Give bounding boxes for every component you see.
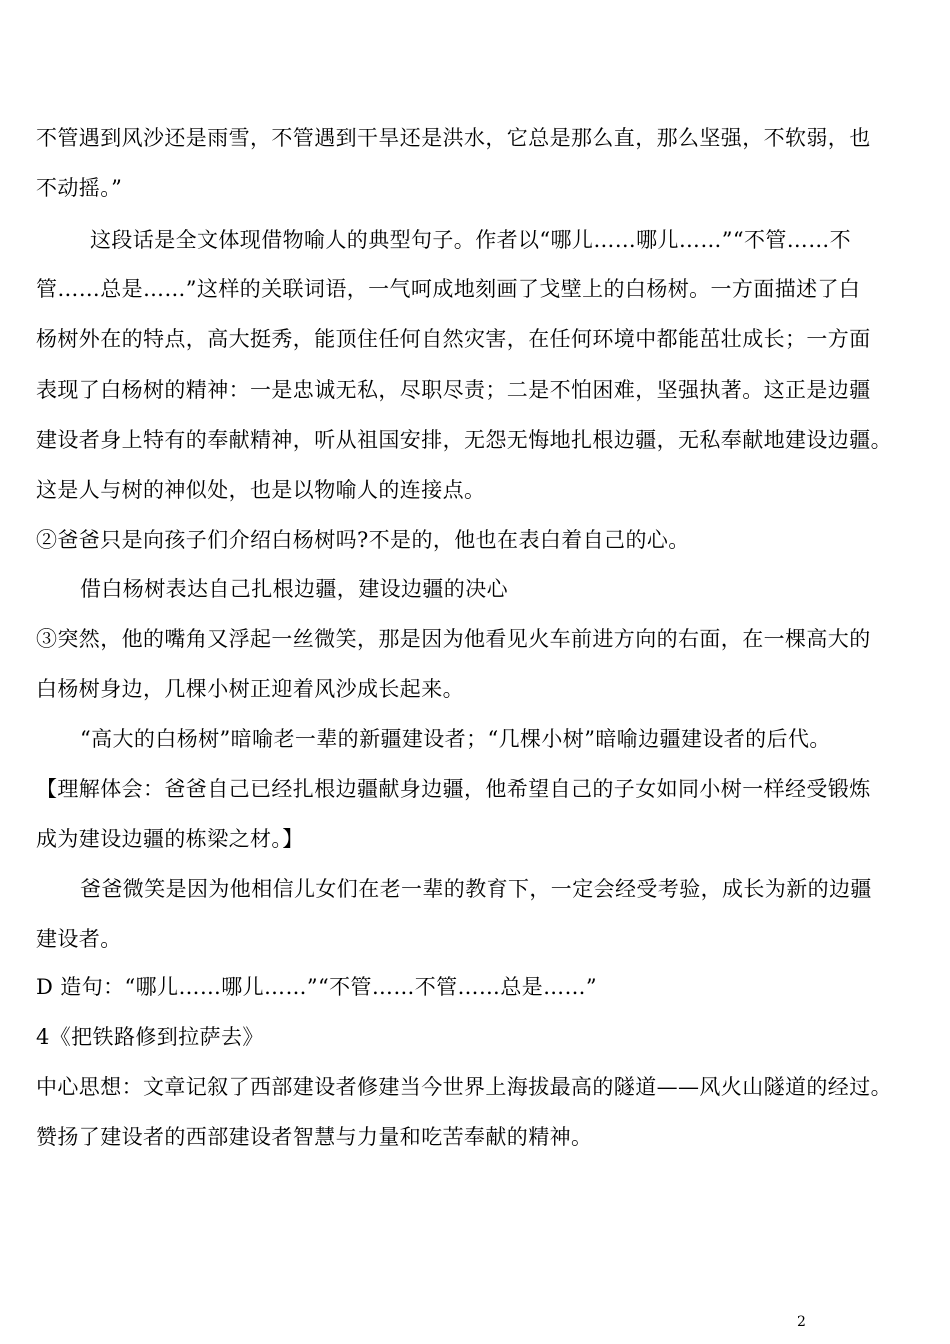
text-line-20: 中心思想：文章记叙了西部建设者修建当今世界上海拔最高的隧道——风火山隧道的经过。 [36, 1075, 892, 1099]
text-line-1: 不管遇到风沙还是雨雪，不管遇到干旱还是洪水，它总是那么直，那么坚强，不软弱，也 [36, 126, 871, 150]
text-line-18: D 造句：“哪儿……哪儿……”“不管……不管……总是……” [36, 975, 598, 999]
text-line-16: 爸爸微笑是因为他相信儿女们在老一辈的教育下，一定会经受考验，成长为新的边疆 [80, 877, 872, 901]
text-line-11: ③突然，他的嘴角又浮起一丝微笑，那是因为他看见火车前进方向的右面，在一棵高大的 [36, 627, 871, 651]
text-line-12: 白杨树身边，几棵小树正迎着风沙成长起来。 [36, 677, 464, 701]
text-line-4: 管……总是……”这样的关联词语，一气呵成地刻画了戈壁上的白杨树。一方面描述了白 [36, 277, 861, 301]
text-line-19: 4《把铁路修到拉萨去》 [36, 1025, 264, 1049]
text-line-2: 不动摇。” [36, 176, 123, 200]
text-line-8: 这是人与树的神似处，也是以物喻人的连接点。 [36, 478, 486, 502]
text-line-9: ②爸爸只是向孩子们介绍白杨树吗?不是的，他也在表白着自己的心。 [36, 528, 690, 552]
text-line-21: 赞扬了建设者的西部建设者智慧与力量和吃苦奉献的精神。 [36, 1125, 593, 1149]
text-line-10: 借白杨树表达自己扎根边疆，建设边疆的决心 [80, 577, 508, 601]
text-line-7: 建设者身上特有的奉献精神，听从祖国安排，无怨无悔地扎根边疆，无私奉献地建设边疆。 [36, 428, 892, 452]
text-line-6: 表现了白杨树的精神：一是忠诚无私，尽职尽责；二是不怕困难，坚强执著。这正是边疆 [36, 378, 871, 402]
text-line-13: “高大的白杨树”暗喻老一辈的新疆建设者；“几棵小树”暗喻边疆建设者的后代。 [80, 727, 831, 751]
text-line-5: 杨树外在的特点，高大挺秀，能顶住任何自然灾害，在任何环境中都能茁壮成长；一方面 [36, 327, 871, 351]
page-number: 2 [797, 1314, 806, 1330]
text-line-17: 建设者。 [36, 927, 122, 951]
text-line-15: 成为建设边疆的栋梁之材。】 [36, 827, 304, 851]
text-line-3: 这段话是全文体现借物喻人的典型句子。作者以“哪儿……哪儿……”“不管……不 [90, 228, 852, 252]
text-line-14: 【理解体会：爸爸自己已经扎根边疆献身边疆，他希望自己的子女如同小树一样经受锻炼 [36, 777, 871, 801]
